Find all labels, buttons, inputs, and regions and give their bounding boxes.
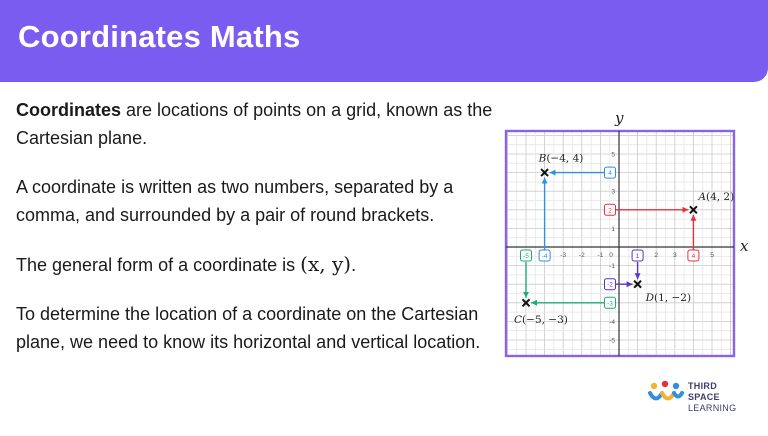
- point-B-coords: (−4, 4): [546, 152, 584, 165]
- x-tick-label: 5: [710, 252, 714, 259]
- x-tick-label: -2: [578, 252, 585, 259]
- logo-line-2: LEARNING: [688, 403, 737, 413]
- point-B-label: [538, 153, 584, 165]
- point-A-label: [697, 191, 734, 203]
- y-tick-label: 1: [611, 225, 615, 233]
- point-D-coords: (1, −2): [654, 292, 692, 305]
- term-coordinates: Coordinates: [16, 100, 122, 120]
- logo-text: [688, 381, 748, 414]
- point-C-y-box-label: -3: [607, 300, 613, 308]
- third-space-learning-logo: [648, 380, 748, 413]
- point-A-coords: (4, 2): [705, 190, 735, 203]
- point-A-x-box-label: 4: [691, 253, 696, 260]
- header-banner: [0, 0, 768, 82]
- point-C-label: [514, 314, 568, 326]
- point-B-y-box-label: 4: [608, 170, 612, 178]
- point-B-letter: B: [538, 152, 547, 165]
- y-axis-label: y: [615, 109, 624, 127]
- general-form-text: The general form of a coordinate is: [16, 255, 301, 275]
- y-tick-label: -1: [609, 263, 615, 271]
- x-axis-label: x: [740, 237, 749, 255]
- paragraph-general-form: [16, 250, 496, 279]
- logo-line-1: THIRD SPACE: [688, 381, 720, 402]
- point-B-x-box-label: -4: [541, 253, 548, 260]
- cartesian-plane-diagram: [488, 108, 760, 370]
- point-A-letter: A: [698, 190, 706, 203]
- x-tick-label: 0: [609, 252, 613, 259]
- x-tick-label: 3: [672, 252, 677, 259]
- point-C-x-box-label: -5: [523, 253, 529, 260]
- logo-mark-icon: [648, 380, 684, 406]
- general-form-end: .: [351, 255, 357, 275]
- point-D-label: [645, 292, 691, 304]
- x-tick-label: 2: [654, 252, 659, 259]
- x-tick-label: -3: [560, 252, 567, 259]
- paragraph-location: To determine the location of a coordinate on the Cartesian plane, we need to know its horizontal and vertical location.: [16, 304, 481, 352]
- y-tick-label: -4: [609, 318, 615, 326]
- general-form-math: (x, y): [300, 252, 352, 276]
- y-tick-label: 3: [611, 188, 615, 196]
- explanation-text: [16, 96, 496, 377]
- definition-text: are locations of points on a grid, known as the Cartesian plane.: [16, 100, 493, 148]
- x-tick-label: -1: [597, 252, 604, 259]
- point-C-coords: (−5, −3): [522, 313, 568, 326]
- page-title: Coordinates Maths: [18, 19, 301, 54]
- paragraph-format: A coordinate is written as two numbers, separated by a comma, and surrounded by a pair of round brackets.: [16, 177, 454, 225]
- paragraph-definition: [16, 96, 496, 152]
- point-C-letter: C: [514, 313, 523, 326]
- y-tick-label: -5: [609, 337, 615, 345]
- point-D-letter: D: [645, 292, 655, 305]
- y-tick-label: 5: [611, 151, 615, 159]
- point-A-y-box-label: 2: [608, 207, 612, 215]
- point-D-y-box-label: -2: [607, 281, 613, 289]
- point-D-x-box-label: 1: [635, 253, 640, 260]
